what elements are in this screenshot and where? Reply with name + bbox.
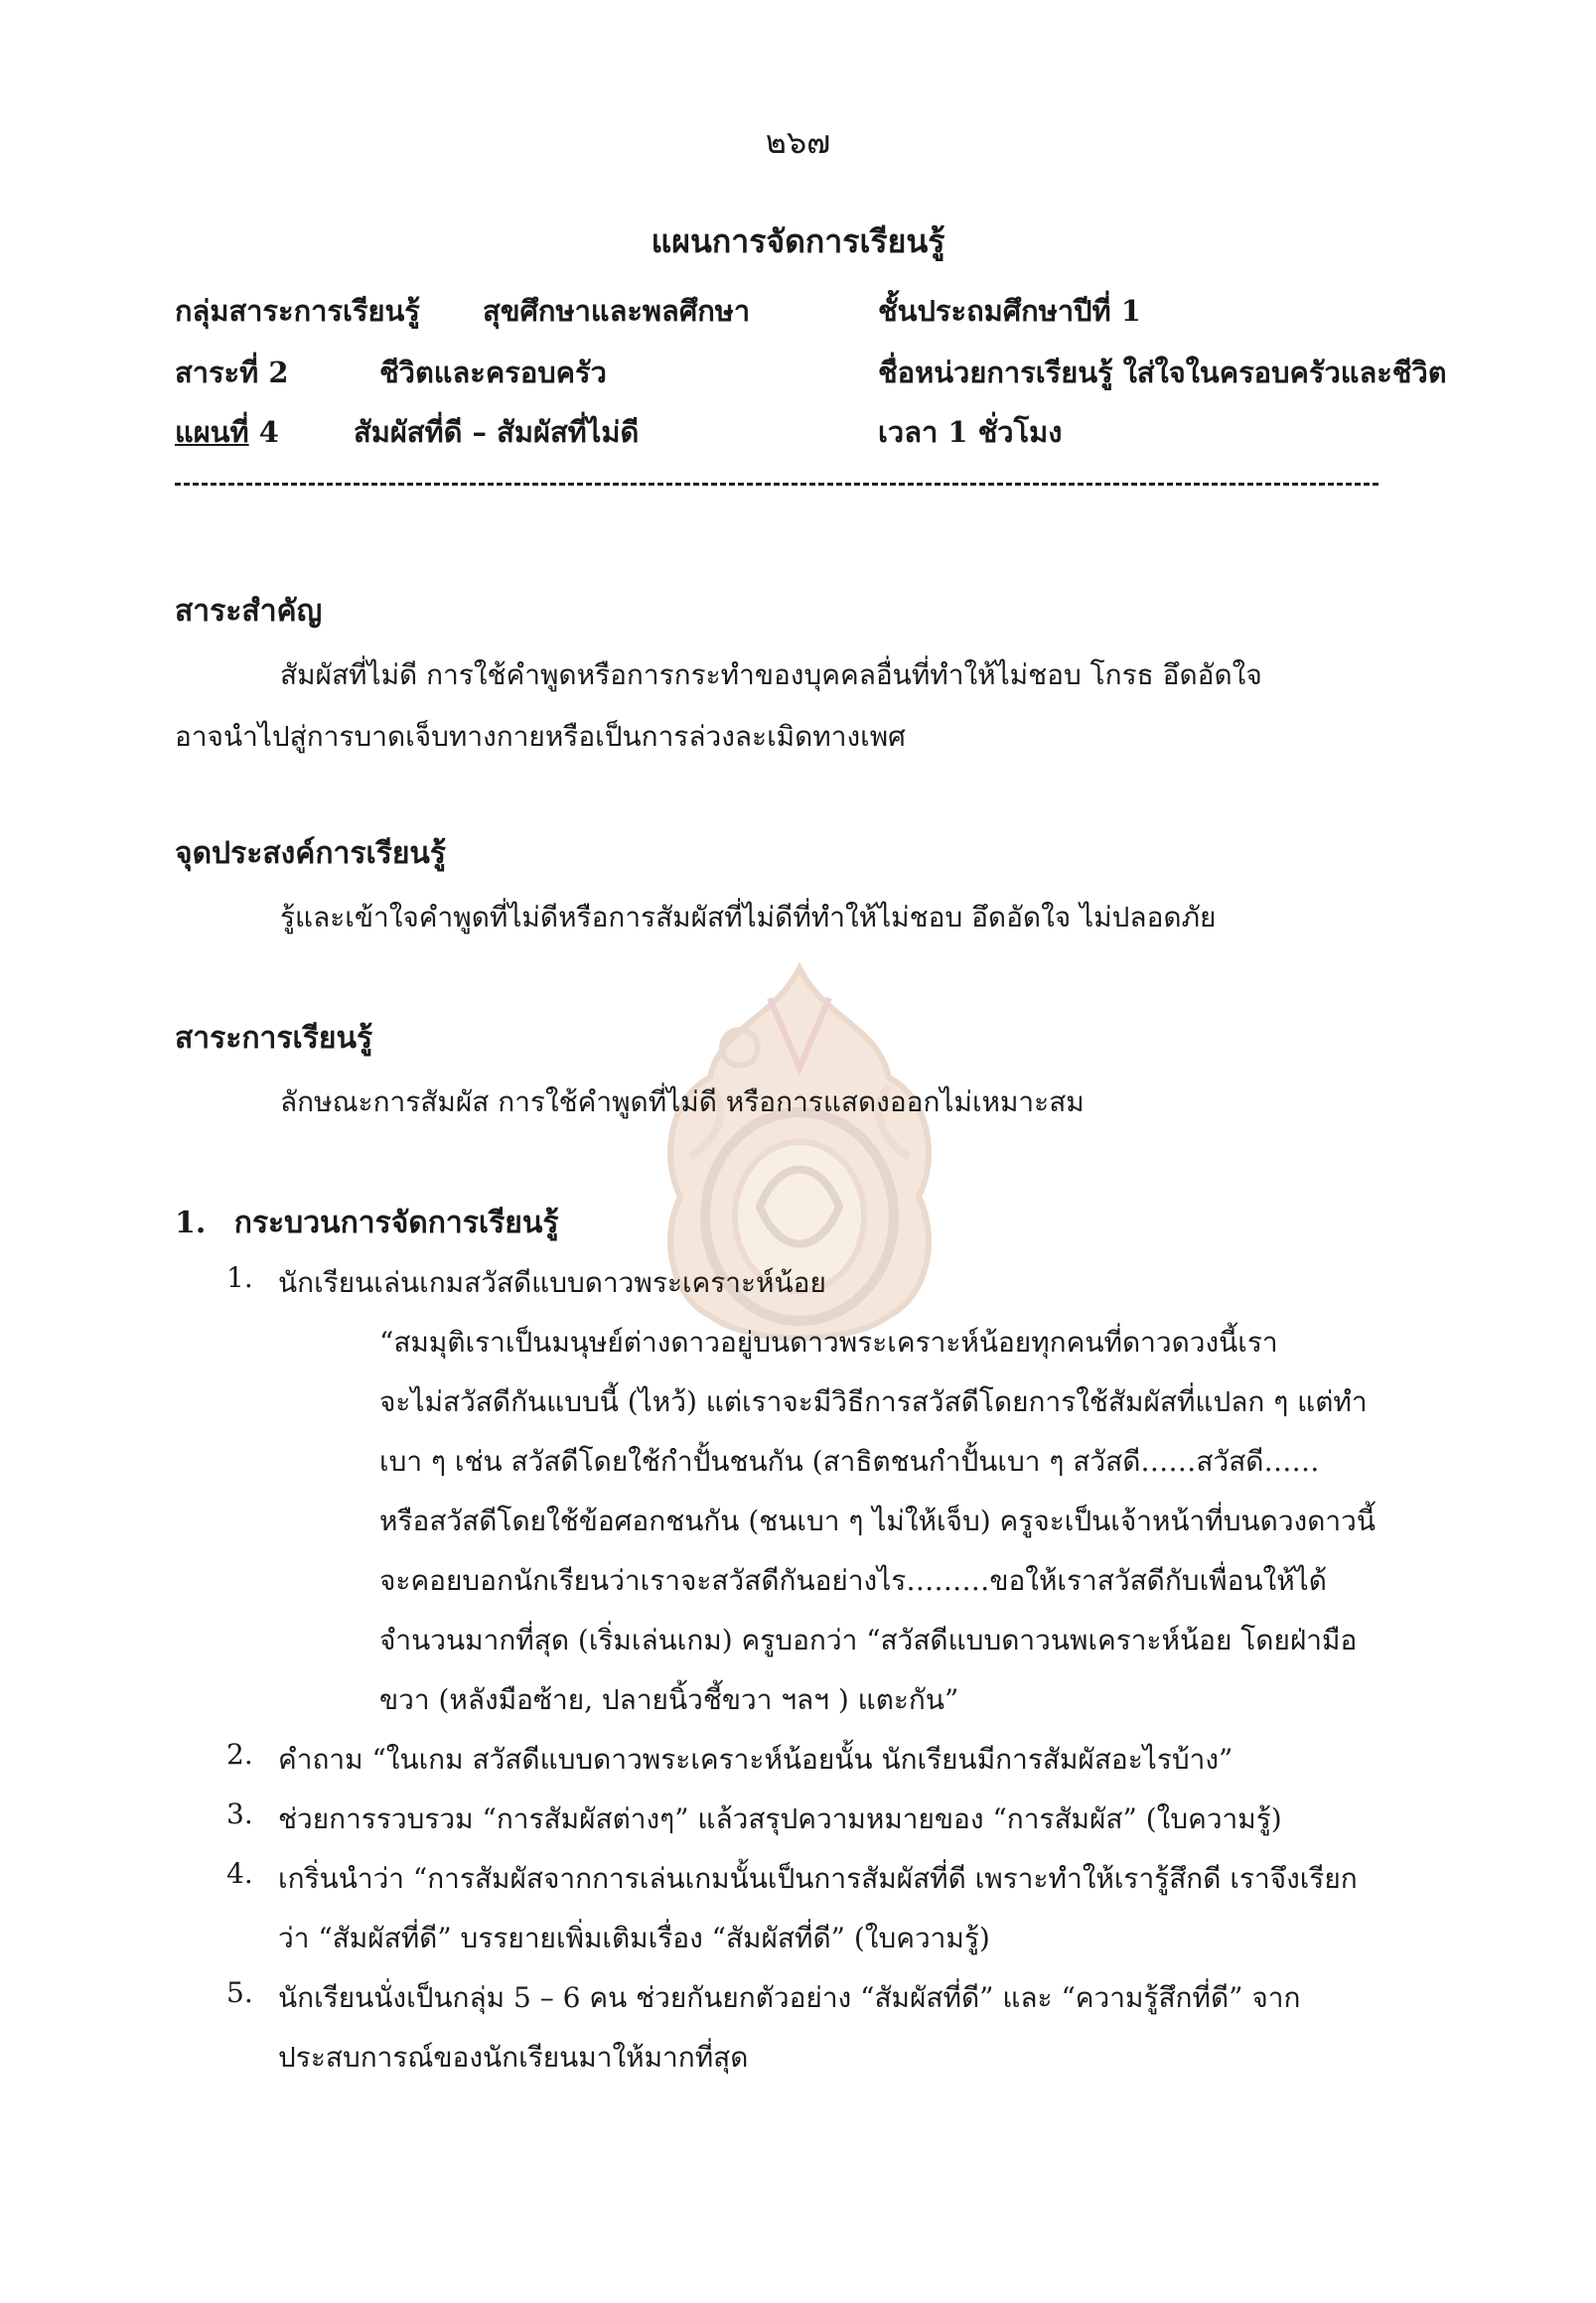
page-number: ๒๖๗ (765, 123, 831, 161)
objective-text: รู้และเข้าใจคำพูดที่ไม่ดีหรือการสัมผัสที่ไม่ดีที่ทำให้ไม่ชอบ อึดอัดใจ ไม่ปลอดภัย (280, 901, 1217, 934)
step-1-quote-line: จะคอยบอกนักเรียนว่าเราจะสวัสดีกันอย่างไร………ขอให้เราสวัสดีกับเพื่อนให้ได้ (379, 1564, 1327, 1597)
step-1-number: 1. (226, 1261, 253, 1294)
document-title: แผนการจัดการเรียนรู้ (651, 222, 945, 260)
essence-heading: สาระสำคัญ (175, 594, 323, 629)
step-4-text-continued: ว่า “สัมผัสที่ดี” บรรยายเพิ่มเติมเรื่อง “สัมผัสที่ดี” (ใบความรู้) (278, 1922, 990, 1954)
step-1-quote-line: จำนวนมากที่สุด (เริ่มเล่นเกม) ครูบอกว่า “สวัสดีแบบดาวนพเคราะห์น้อย โดยฝ่ามือ (379, 1624, 1358, 1656)
essence-line-1: สัมผัสที่ไม่ดี การใช้คำพูดหรือการกระทำของบุคคลอื่นที่ทำให้ไม่ชอบ โกรธ อึดอัดใจ (280, 658, 1262, 691)
process-heading-text: กระบวนการจัดการเรียนรู้ (233, 1206, 559, 1240)
process-heading (175, 1200, 558, 1246)
essence-line-2: อาจนำไปสู่การบาดเจ็บทางกายหรือเป็นการล่วงละเมิดทางเพศ (175, 720, 906, 753)
strand-label: สาระที่ 2 (175, 356, 289, 389)
step-1-quote-line: จะไม่สวัสดีกันแบบนี้ (ไหว้) แต่เราจะมีวิธีการสวัสดีโดยการใช้สัมผัสที่แปลก ๆ แต่ทำ (379, 1385, 1368, 1418)
objective-heading: จุดประสงค์การเรียนรู้ (175, 836, 447, 871)
step-1-text: นักเรียนเล่นเกมสวัสดีแบบดาวพระเคราะห์น้อย (278, 1266, 826, 1299)
strand-value: ชีวิตและครอบครัว (379, 356, 607, 389)
content-heading: สาระการเรียนรู้ (175, 1021, 373, 1056)
plan-label (175, 409, 279, 455)
plan-number: 4 (258, 415, 279, 449)
step-5-text-continued: ประสบการณ์ของนักเรียนมาให้มากที่สุด (278, 2041, 749, 2074)
header-divider (175, 483, 1378, 486)
step-5-text: นักเรียนนั่งเป็นกลุ่ม 5 – 6 คน ช่วยกันยกตัวอย่าง “สัมผัสที่ดี” และ “ความรู้สึกที่ดี” จาก (278, 1981, 1301, 2014)
step-4-text: เกริ่นนำว่า “การสัมผัสจากการเล่นเกมนั้นเป็นการสัมผัสที่ดี เพราะทำให้เรารู้สึกดี เราจึงเรียก (278, 1862, 1358, 1895)
step-2-number: 2. (226, 1738, 253, 1771)
step-3-text: ช่วยการรวบรวม “การสัมผัสต่างๆ” แล้วสรุปความหมายของ “การสัมผัส” (ใบความรู้) (278, 1802, 1282, 1835)
duration: เวลา 1 ชั่วโมง (878, 415, 1063, 449)
step-4-number: 4. (226, 1857, 253, 1890)
step-1-quote-line: ขวา (หลังมือซ้าย, ปลายนิ้วชี้ขวา ฯลฯ ) แตะกัน” (379, 1683, 959, 1716)
plan-title: สัมผัสที่ดี – สัมผัสที่ไม่ดี (354, 415, 640, 449)
step-1-quote-line: เบา ๆ เช่น สวัสดีโดยใช้กำปั้นชนกัน (สาธิตชนกำปั้นเบา ๆ สวัสดี……สวัสดี…… (379, 1445, 1320, 1478)
step-2-text: คำถาม “ในเกม สวัสดีแบบดาวพระเคราะห์น้อยนั้น นักเรียนมีการสัมผัสอะไรบ้าง” (278, 1743, 1233, 1776)
content-text: ลักษณะการสัมผัส การใช้คำพูดที่ไม่ดี หรือการแสดงออกไม่เหมาะสม (280, 1085, 1085, 1118)
unit-name: ชื่อหน่วยการเรียนรู้ ใส่ใจในครอบครัวและชีวิต (878, 356, 1447, 389)
step-1-quote-line: “สมมุติเราเป็นมนุษย์ต่างดาวอยู่บนดาวพระเคราะห์น้อยทุกคนที่ดาวดวงนี้เรา (379, 1326, 1278, 1359)
grade-level: ชั้นประถมศึกษาปีที่ 1 (878, 294, 1141, 328)
step-1-quote-line: หรือสวัสดีโดยใช้ข้อศอกชนกัน (ชนเบา ๆ ไม่ให้เจ็บ) ครูจะเป็นเจ้าหน้าที่บนดวงดาวนี้ (379, 1505, 1376, 1537)
step-5-number: 5. (226, 1976, 253, 2009)
subject-group-value: สุขศึกษาและพลศึกษา (483, 294, 751, 328)
step-3-number: 3. (226, 1798, 253, 1830)
plan-label-word: แผนที่ (175, 415, 249, 449)
subject-group-label: กลุ่มสาระการเรียนรู้ (175, 294, 420, 328)
process-number: 1. (175, 1206, 207, 1240)
